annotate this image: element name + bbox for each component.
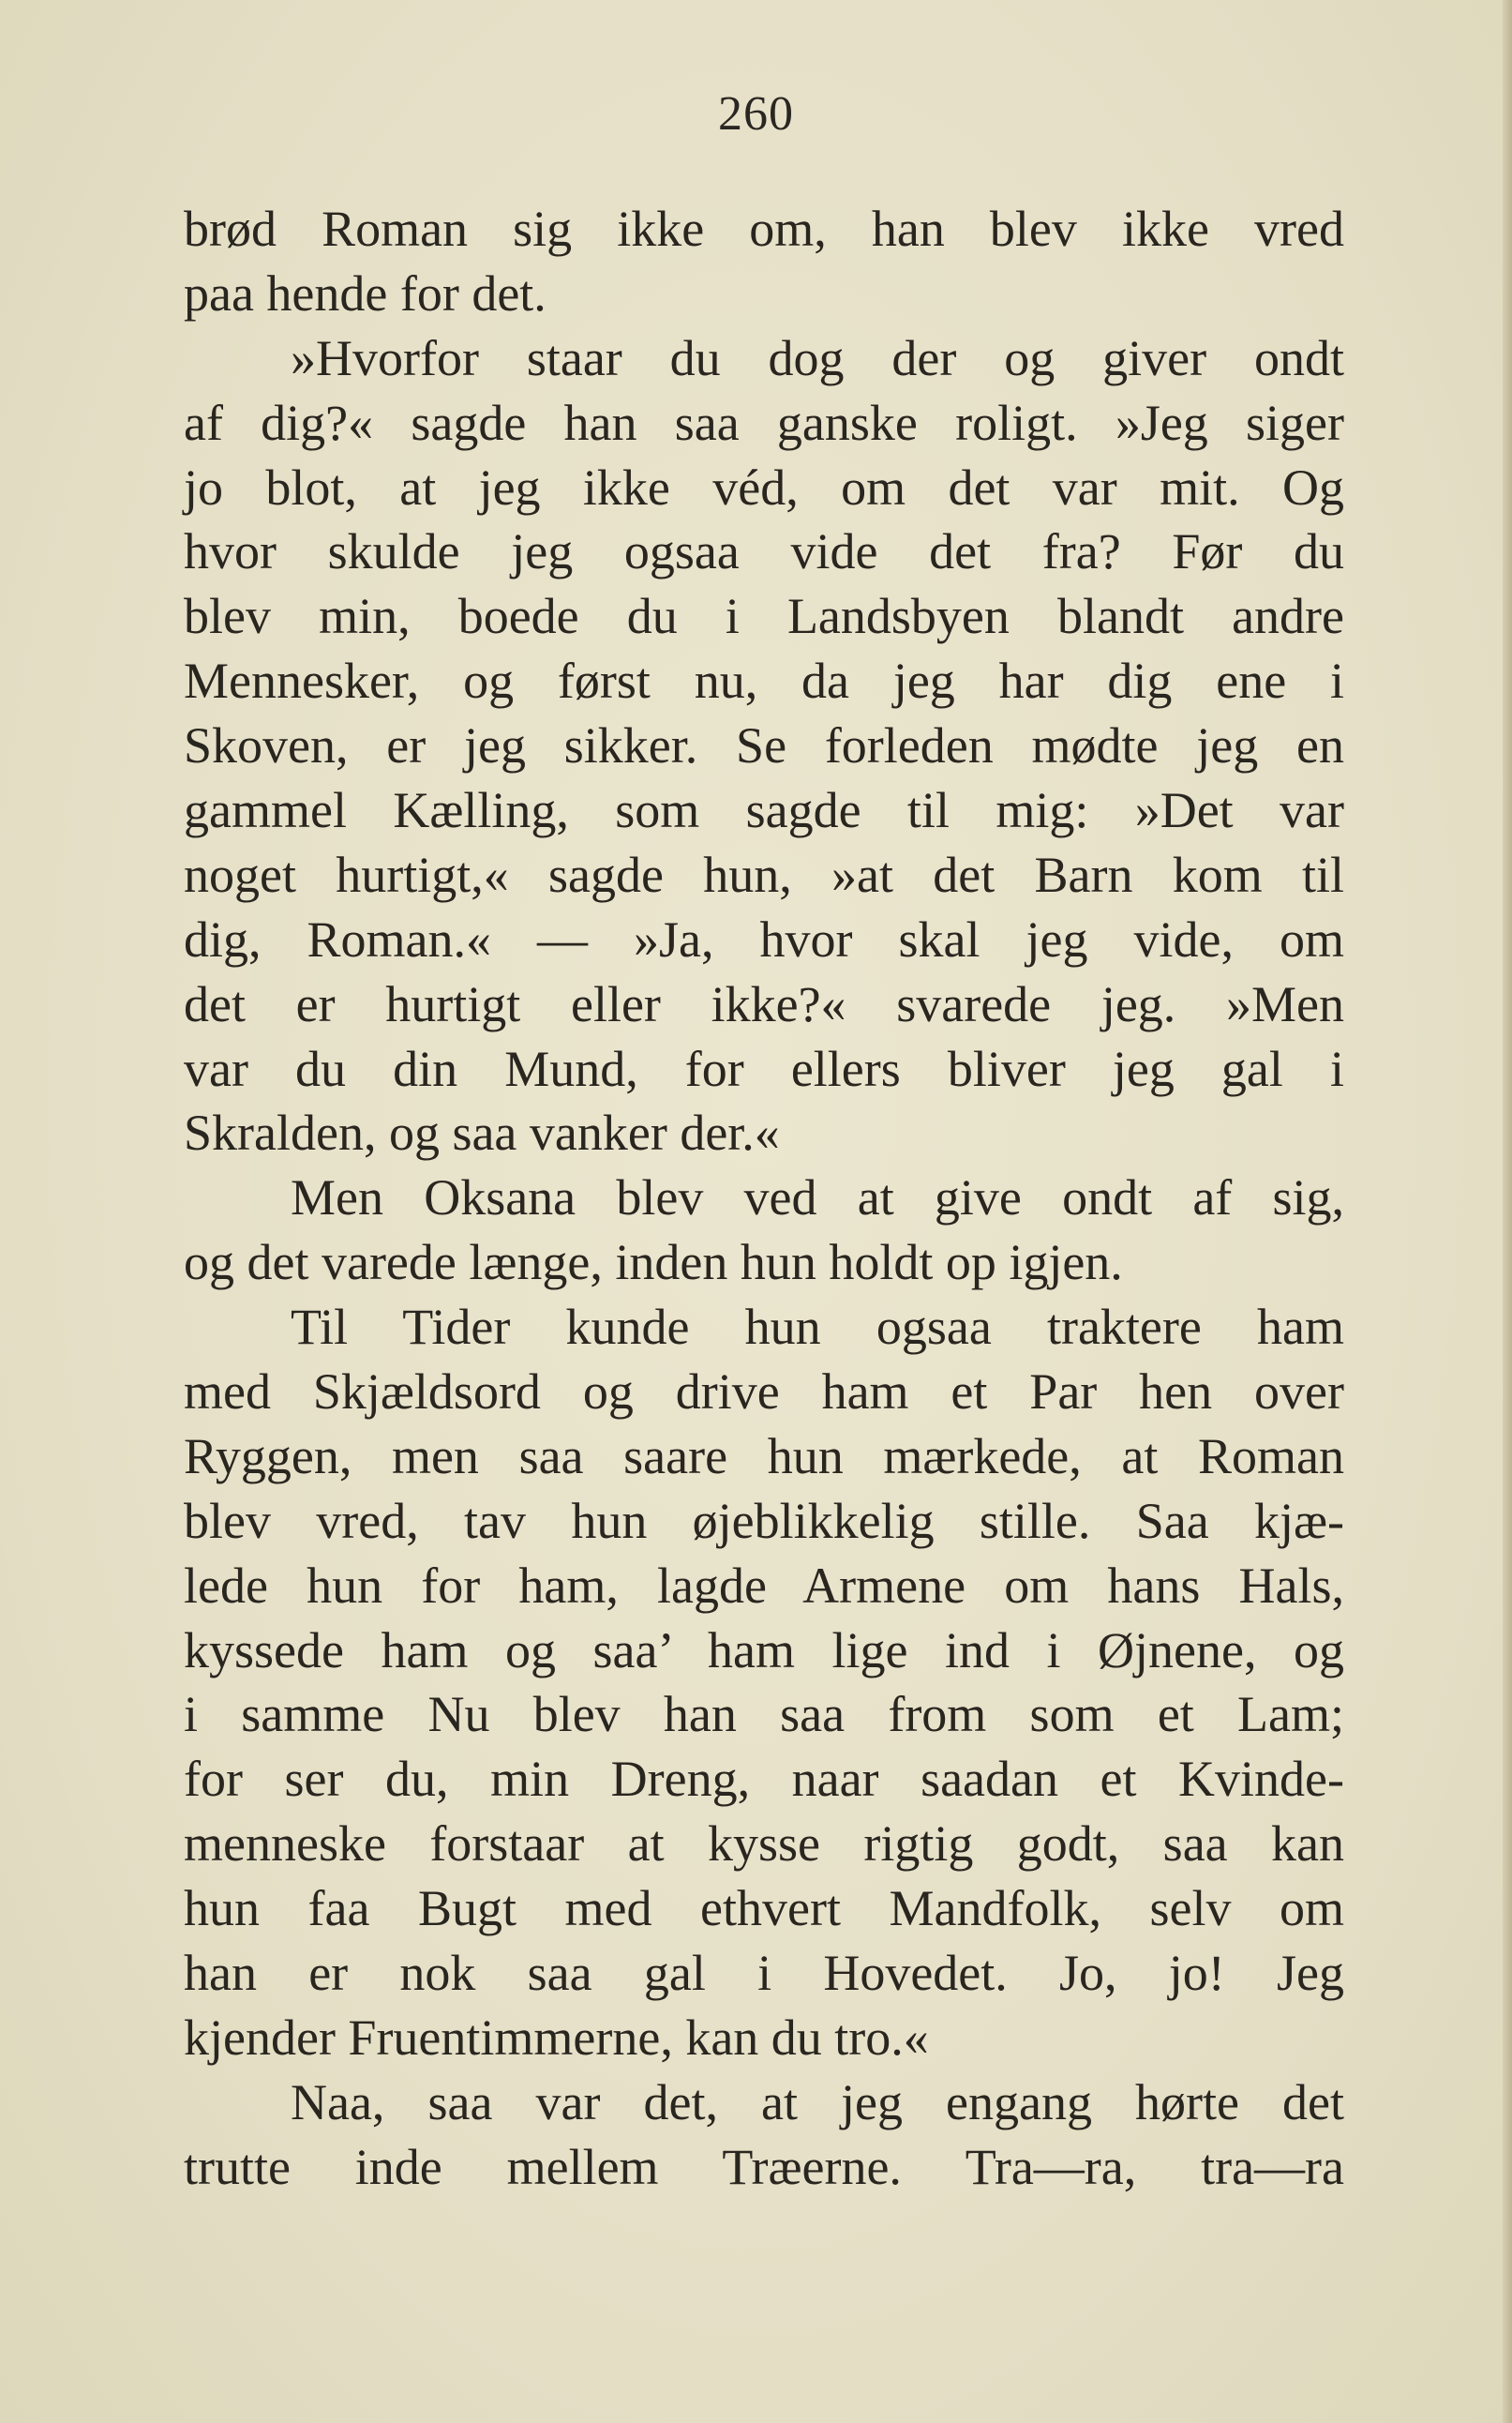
text-line: kyssede ham og saa’ ham lige ind i Øjnene, og <box>184 1621 1344 1678</box>
text-line: Men Oksana blev ved at give ondt af sig, <box>291 1169 1344 1227</box>
text-line: Til Tider kunde hun ogsaa traktere ham <box>291 1299 1344 1356</box>
text-line: lede hun for ham, lagde Armene om hans Hals, <box>184 1557 1344 1614</box>
text-line: Naa, saa var det, at jeg engang hørte det <box>291 2073 1344 2130</box>
text-line: og det varede længe, inden hun holdt op igjen. <box>184 1234 1123 1291</box>
body-text <box>184 197 1344 2200</box>
text-line: Skralden, og saa vanker der.« <box>184 1105 780 1162</box>
text-line: hvor skulde jeg ogsaa vide det fra? Før du <box>184 523 1344 580</box>
page-edge <box>1503 0 1512 2423</box>
text-line: Skoven, er jeg sikker. Se forleden mødte jeg en <box>184 717 1344 775</box>
text-line: dig, Roman.« — »Ja, hvor skal jeg vide, om <box>184 911 1344 968</box>
text-line: jo blot, at jeg ikke véd, om det var mit. Og <box>184 459 1344 516</box>
page-number: 260 <box>718 87 794 141</box>
text-line: blev vred, tav hun øjeblikkelig stille. Saa kjæ- <box>184 1492 1344 1549</box>
text-line: af dig?« sagde han saa ganske roligt. »Jeg siger <box>184 394 1344 451</box>
text-line: Mennesker, og først nu, da jeg har dig ene i <box>184 653 1344 710</box>
text-line: han er nok saa gal i Hovedet. Jo, jo! Jeg <box>184 1945 1344 2002</box>
text-line: kjender Fruentimmerne, kan du tro.« <box>184 2009 929 2066</box>
text-line: i samme Nu blev han saa from som et Lam; <box>184 1686 1344 1743</box>
text-line: det er hurtigt eller ikke?« svarede jeg. »Men <box>184 975 1344 1032</box>
text-line: trutte inde mellem Træerne. Tra—ra, tra—ra <box>184 2138 1344 2195</box>
text-line: hun faa Bugt med ethvert Mandfolk, selv om <box>184 1880 1344 1937</box>
text-line: brød Roman sig ikke om, han blev ikke vred <box>184 201 1344 257</box>
text-line: »Hvorfor staar du dog der og giver ondt <box>291 329 1344 386</box>
text-line: Ryggen, men saa saare hun mærkede, at Roman <box>184 1427 1344 1484</box>
text-line: menneske forstaar at kysse rigtig godt, saa kan <box>184 1815 1344 1873</box>
text-line: gammel Kælling, som sagde til mig: »Det var <box>184 782 1344 839</box>
text-line: paa hende for det. <box>184 264 546 322</box>
text-line: noget hurtigt,« sagde hun, »at det Barn kom til <box>184 846 1344 903</box>
text-line: med Skjældsord og drive ham et Par hen over <box>184 1363 1344 1421</box>
text-line: for ser du, min Dreng, naar saadan et Kvinde- <box>184 1751 1344 1808</box>
text-line: var du din Mund, for ellers bliver jeg gal i <box>184 1040 1344 1097</box>
text-line: blev min, boede du i Landsbyen blandt andre <box>184 588 1344 645</box>
